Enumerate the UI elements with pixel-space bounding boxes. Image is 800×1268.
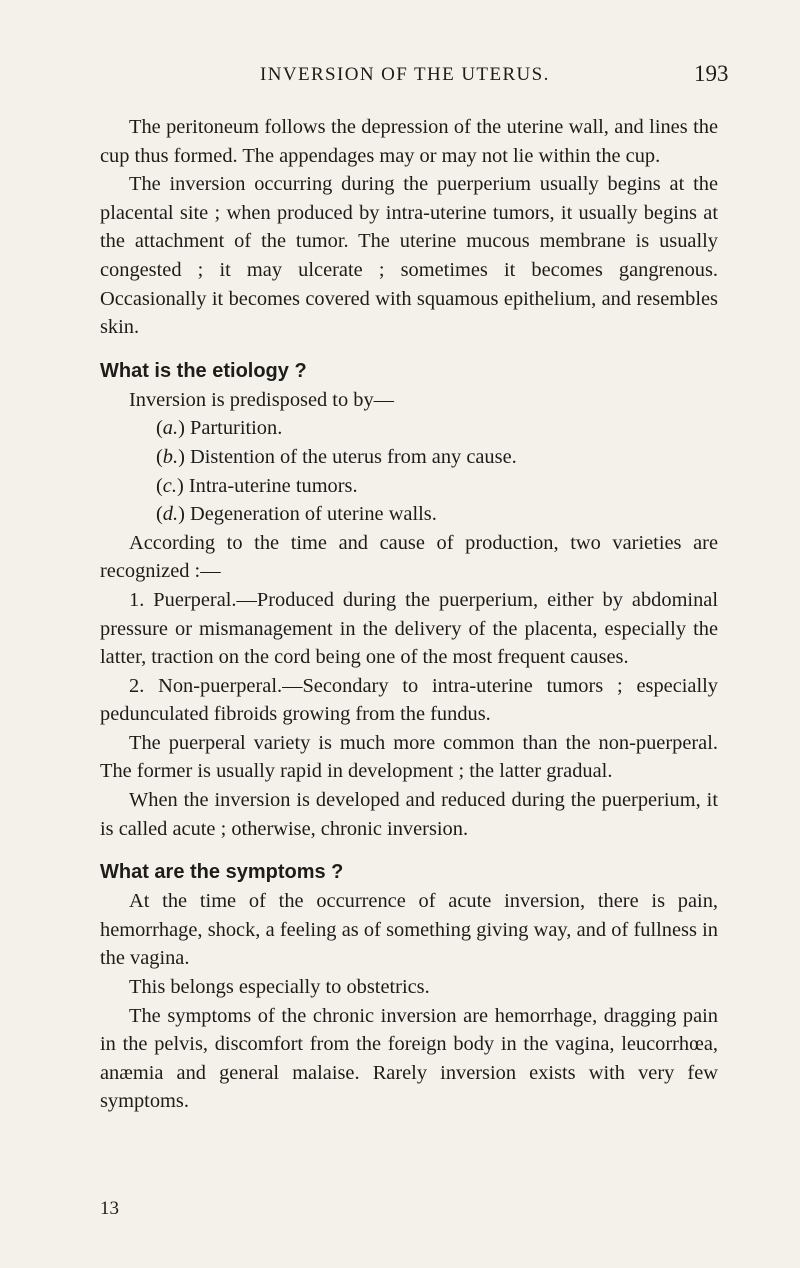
section-heading-symptoms: What are the symptoms ? (100, 861, 344, 884)
page-text (100, 113, 718, 1116)
list-item-letter: d. (162, 503, 179, 526)
list-item-letter: a. (162, 417, 179, 440)
running-title: INVERSION OF THE UTERUS. (260, 64, 550, 85)
list-item-text: Parturition. (189, 417, 283, 440)
paragraph: According to the time and cause of production, two varieties are recognized :— (100, 531, 718, 583)
list-item: (d.) Degeneration of uterine walls. (156, 503, 437, 526)
paragraph: 2. Non-puerperal.—Secondary to intra-uterine tumors ; especially pedunculated fibroids growing from the fundus. (100, 674, 718, 726)
paragraph: This belongs especially to obstetrics. (129, 976, 430, 999)
paragraph: At the time of the occurrence of acute inversion, there is pain, hemorrhage, shock, a feeling as of something giving way, and of fullness in the vagina. (100, 890, 718, 970)
running-head (0, 61, 800, 98)
paragraph: The inversion occurring during the puerperium usually begins at the placental site ; when produced by intra-uterine tumors, it usually begins at the attachment of the tumor. The uterine mucous membrane is usually congested ; it may ulcerate ; sometimes it becomes gangrenous. Occasionally it becomes covered with squamous epithelium, and resembles skin. (100, 173, 718, 339)
list-item-letter: c. (162, 474, 177, 497)
list-item: (a.) Parturition. (156, 417, 283, 440)
paragraph: 1. Puerperal.—Produced during the puerperium, either by abdominal pressure or mismanagement in the delivery of the placenta, especially the latter, traction on the cord being one of the most frequent causes. (100, 588, 718, 669)
paragraph: Inversion is predisposed to by— (129, 388, 395, 411)
list-item: (b.) Distention of the uterus from any cause. (156, 445, 517, 468)
section-heading-etiology: What is the etiology ? (100, 359, 307, 382)
list-item-text: Degeneration of uterine walls. (189, 503, 437, 526)
paragraph: The peritoneum follows the depression of the uterine wall, and lines the cup thus formed. The appendages may or may not lie within the cup. (100, 116, 718, 167)
paragraph: The symptoms of the chronic inversion are hemorrhage, dragging pain in the pelvis, discomfort from the foreign body in the vagina, leucorrhœa, anæmia and general malaise. Rarely inversion exists with very few symptoms. (100, 1004, 718, 1113)
signature-mark: 13 (100, 1198, 119, 1219)
list-item-letter: b. (162, 445, 179, 468)
paragraph: The puerperal variety is much more common than the non-puerperal. The former is usually rapid in development ; the latter gradual. (100, 731, 718, 783)
page-number: 193 (694, 61, 729, 86)
list-item: (c.) Intra-uterine tumors. (156, 474, 358, 497)
list-item-text: Intra-uterine tumors. (188, 474, 358, 497)
list-item-text: Distention of the uterus from any cause. (189, 445, 517, 468)
paragraph: When the inversion is developed and reduced during the puerperium, it is called acute ; otherwise, chronic inversion. (100, 789, 718, 840)
